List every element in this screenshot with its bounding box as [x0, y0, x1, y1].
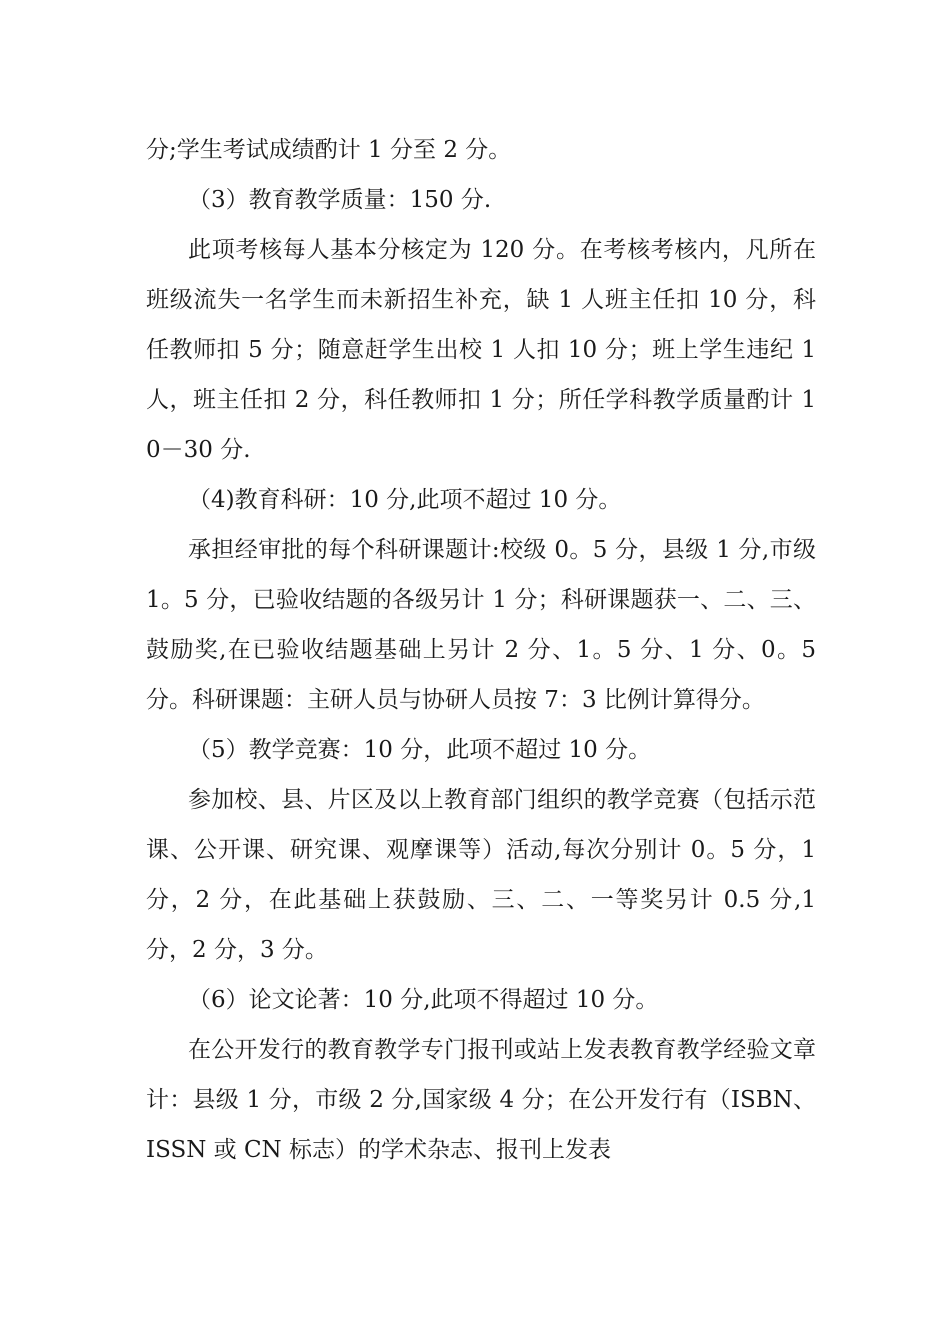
paragraph-6-heading-competition: （5）教学竞赛：10 分，此项不超过 10 分。 — [188, 737, 652, 763]
paragraph-8-heading-papers: （6）论文论著：10 分,此项不得超过 10 分。 — [188, 987, 659, 1013]
document-body — [146, 125, 816, 1175]
paragraph-4-heading-research: （4)教育科研：10 分,此项不超过 10 分。 — [188, 487, 622, 513]
paragraph-1: 分;学生考试成绩酌计 1 分至 2 分。 — [146, 137, 512, 163]
paragraph-2-heading-teaching-quality: （3）教育教学质量：150 分. — [188, 187, 492, 213]
paragraph-5: 承担经审批的每个科研课题计:校级 0。5 分，县级 1 分,市级 1。5 分，已验收结题的各级另计 1 分；科研课题获一、二、三、鼓励奖,在已验收结题基础上另计 2 分、1。5 分、1 分、0。5 分。科研课题：主研人员与协研人员按 7：3 比例计算得分。 — [146, 537, 816, 713]
paragraph-7: 参加校、县、片区及以上教育部门组织的教学竞赛（包括示范课、公开课、研究课、观摩课等）活动,每次分别计 0。5 分，1 分，2 分，在此基础上获鼓励、三、二、一等奖另计 0.5 分,1 分，2 分，3 分。 — [146, 787, 816, 963]
paragraph-9: 在公开发行的教育教学专门报刊或站上发表教育教学经验文章计：县级 1 分，市级 2 分,国家级 4 分；在公开发行有（ISBN、ISSN 或 CN 标志）的学术杂志、报刊上发表 — [146, 1037, 816, 1163]
paragraph-3: 此项考核每人基本分核定为 120 分。在考核考核内，凡所在班级流失一名学生而未新招生补充，缺 1 人班主任扣 10 分，科任教师扣 5 分；随意赶学生出校 1 人扣 10 分；班上学生违纪 1 人，班主任扣 2 分，科任教师扣 1 分；所任学科教学质量酌计 10－30 分. — [146, 237, 816, 463]
